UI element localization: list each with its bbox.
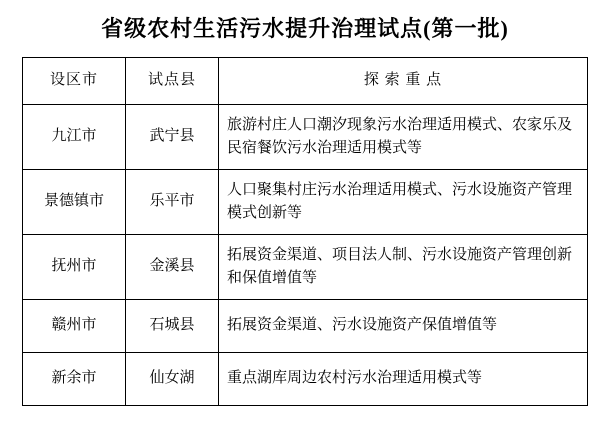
table-row (23, 235, 588, 300)
column-header-county: 试点县 (126, 58, 219, 105)
table-header-row (23, 58, 588, 105)
cell-focus: 拓展资金渠道、污水设施资产保值增值等 (219, 300, 588, 353)
cell-city: 新余市 (23, 353, 126, 406)
cell-county: 仙女湖 (126, 353, 219, 406)
cell-focus: 旅游村庄人口潮汐现象污水治理适用模式、农家乐及民宿餐饮污水治理适用模式等 (219, 105, 588, 170)
page-title: 省级农村生活污水提升治理试点(第一批) (101, 16, 509, 41)
table-container (0, 57, 610, 406)
cell-city: 赣州市 (23, 300, 126, 353)
cell-county: 石城县 (126, 300, 219, 353)
cell-city: 抚州市 (23, 235, 126, 300)
cell-county: 武宁县 (126, 105, 219, 170)
table-body (23, 105, 588, 406)
cell-county: 金溪县 (126, 235, 219, 300)
pilot-program-table (22, 57, 588, 406)
cell-focus: 拓展资金渠道、项目法人制、污水设施资产管理创新和保值增值等 (219, 235, 588, 300)
column-header-focus: 探 索 重 点 (219, 58, 588, 105)
cell-focus: 重点湖库周边农村污水治理适用模式等 (219, 353, 588, 406)
cell-city: 九江市 (23, 105, 126, 170)
cell-county: 乐平市 (126, 170, 219, 235)
table-header (23, 58, 588, 105)
cell-focus: 人口聚集村庄污水治理适用模式、污水设施资产管理模式创新等 (219, 170, 588, 235)
column-header-city: 设区市 (23, 58, 126, 105)
table-row (23, 300, 588, 353)
table-row (23, 353, 588, 406)
table-row (23, 170, 588, 235)
cell-city: 景德镇市 (23, 170, 126, 235)
table-row (23, 105, 588, 170)
